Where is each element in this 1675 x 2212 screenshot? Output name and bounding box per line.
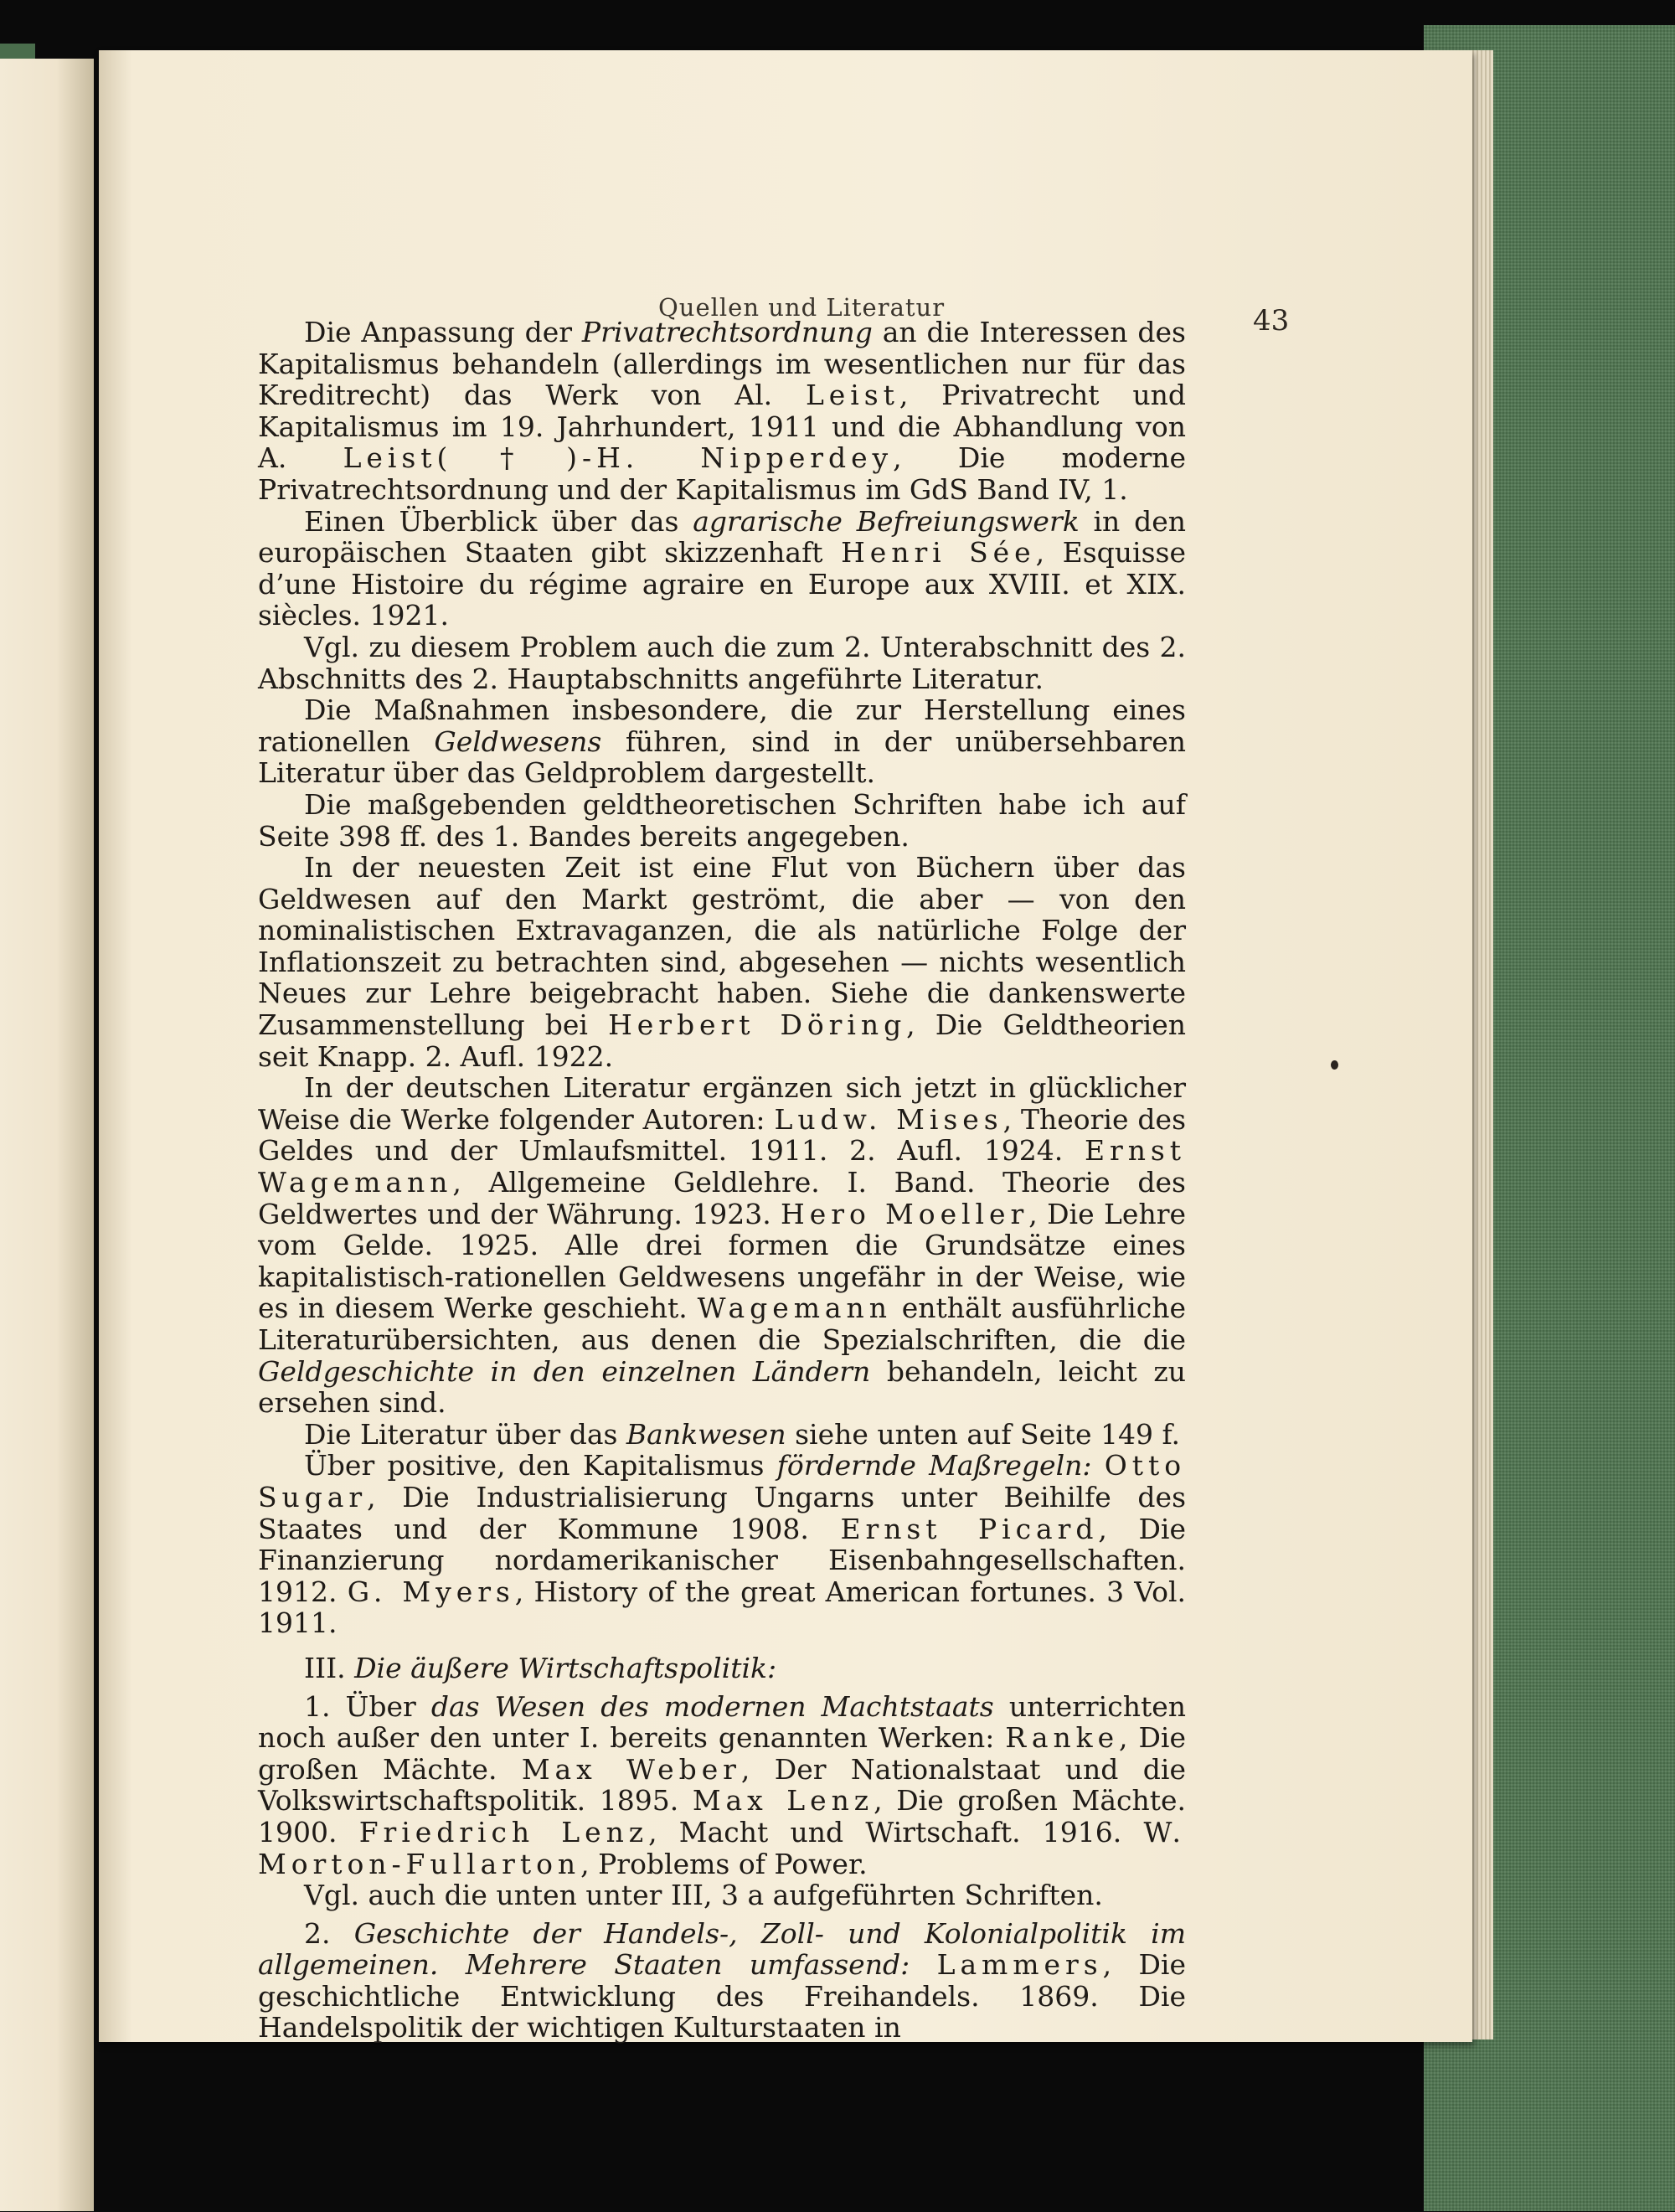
author-name: Leist(†)-H. Nipperdey — [343, 441, 894, 475]
text-run: führen, sind in der unübersehbaren Literatur über das Geldproblem dargestellt. — [258, 724, 1187, 790]
text-run: Die Maßnahmen insbesondere, die zur Herstellung eines rationellen — [258, 694, 1186, 758]
paragraph — [258, 1450, 1186, 1639]
text-run: , Der Nationalstaat und die Volkswirtschaftspolitik. 1895. — [258, 1752, 1186, 1818]
author-name: Ernst Picard — [840, 1512, 1099, 1545]
text-run: In der neuesten Zeit ist eine Flut von Büchern über das Geldwesen auf den Markt geströmt, die aber — von den nominalistischen Extravaganzen, die als natürliche Folge der Inflationszeit zu betrachten sind, abgesehen — nichts wesentlich Neues zur Lehre beigebracht haben. Siehe die dankenswerte Zusammenstellung bei — [258, 851, 1186, 1042]
paragraph — [258, 1691, 1186, 1880]
paragraph — [258, 1918, 1186, 2044]
italic-term: das Wesen des modernen Machtstaats — [430, 1689, 994, 1723]
text-run: , Privatrecht und Kapitalismus im 19. Jahrhundert, 1911 und die Abhandlung von A. — [258, 379, 1186, 475]
text-run: , History of the great American fortunes. 3 Vol. 1911. — [258, 1575, 1187, 1640]
text-run: Einen Überblick über das — [304, 504, 693, 538]
author-name: W. Morton-Fullarton — [258, 1815, 1186, 1880]
paragraph — [258, 789, 1186, 852]
text-run: In der deutschen Literatur ergänzen sich jetzt in glücklicher Weise die Werke folgender Autoren: — [258, 1071, 1186, 1136]
text-run: behandeln, leicht zu ersehen sind. — [258, 1354, 1187, 1420]
author-name: Leist — [805, 379, 899, 412]
paragraph — [258, 852, 1186, 1072]
text-run: , Die Lehre vom Gelde. 1925. Alle drei formen die Grundsätze eines kapitalistisch-rationellen Geldwesens ungefähr in der Weise, wie es in diesem Werke geschieht. — [258, 1197, 1186, 1325]
text-run: unterrichten noch außer den unter I. bereits genannten Werken: — [258, 1689, 1186, 1755]
running-title: Quellen und Literatur — [658, 293, 946, 322]
text-run: Die maßgebenden geldtheoretischen Schriften habe ich auf Seite 398 ff. des 1. Bandes bereits angegeben. — [258, 787, 1186, 853]
text-run: , Die Geldtheorien seit Knapp. 2. Aufl. 1922. — [258, 1008, 1186, 1073]
author-name: Otto Sugar — [258, 1449, 1187, 1513]
author-name: Henri Sée — [841, 536, 1036, 570]
text-run: in den europäischen Staaten gibt skizzenhaft — [258, 504, 1186, 570]
text-run: , Die moderne Privatrechtsordnung und der Kapitalismus im GdS Band IV, 1. — [258, 441, 1187, 506]
text-run: , Die geschichtliche Entwicklung des Freihandels. 1869. Die Handelspolitik der wichtigen Kulturstaaten in — [258, 1948, 1186, 2044]
author-name: Lammers — [936, 1948, 1103, 1982]
paragraph — [258, 1072, 1186, 1419]
text-run: , Macht und Wirtschaft. 1916. — [648, 1815, 1144, 1848]
author-name: Friedrich Lenz — [358, 1815, 649, 1848]
text-run: , Theorie des Geldes und der Umlaufsmittel. 1911. 2. Aufl. 1924. — [258, 1102, 1186, 1168]
italic-term: Bankwesen — [626, 1417, 786, 1451]
previous-page-edge — [0, 59, 94, 2211]
italic-term: agrarische Befreiungswerk — [693, 504, 1080, 538]
author-name: Ranke — [1005, 1721, 1120, 1755]
text-run: Die Literatur über das — [304, 1417, 626, 1451]
italic-term: Geldgeschichte in den einzelnen Ländern — [258, 1354, 871, 1388]
text-run: , Allgemeine Geldlehre. I. Band. Theorie des Geldwertes und der Währung. 1923. — [258, 1166, 1186, 1230]
italic-term: Die äußere Wirtschaftspolitik: — [354, 1651, 777, 1684]
text-run: Über positive, den Kapitalismus — [304, 1449, 777, 1482]
paragraph — [258, 506, 1186, 632]
italic-term: Geldwesens — [434, 724, 602, 758]
paragraph — [258, 1879, 1186, 1911]
text-run: 2. — [304, 1916, 354, 1950]
text-run: Die Anpassung der — [304, 316, 582, 348]
text-run: 1. Über — [304, 1689, 431, 1723]
author-name: Hero Moeller — [781, 1197, 1029, 1230]
author-name: Wagemann — [697, 1292, 892, 1325]
section-heading — [258, 1653, 1186, 1684]
author-name: Max Weber — [521, 1752, 741, 1786]
text-run: siehe unten auf Seite 149 f. — [786, 1417, 1181, 1451]
page-number: 43 — [1253, 304, 1290, 338]
italic-term: Geschichte der Handels-, Zoll- und Kolonialpolitik im allgemeinen. Mehrere Staaten umfassend: — [258, 1916, 1186, 1982]
italic-term: fördernde Maßregeln: — [776, 1449, 1092, 1482]
author-name: G. Myers — [347, 1575, 515, 1608]
paragraph — [258, 317, 1186, 506]
paragraph — [258, 632, 1186, 694]
text-run — [1092, 1449, 1105, 1482]
body-text — [258, 317, 1186, 2044]
author-name: Herbert Döring — [608, 1008, 907, 1042]
text-run: , Die großen Mächte. — [258, 1721, 1186, 1786]
paragraph — [258, 694, 1186, 789]
author-name: Max Lenz — [692, 1784, 874, 1818]
text-run: enthält ausführliche Literaturübersichten, aus denen die Spezialschriften, die die — [258, 1292, 1186, 1356]
text-run: , Die großen Mächte. 1900. — [258, 1784, 1187, 1848]
text-run: , Die Finanzierung nordamerikanischer Eisenbahngesellschaften. 1912. — [258, 1512, 1186, 1608]
author-name: Ludw. Mises — [774, 1102, 1003, 1136]
italic-term: Privatrechtsordnung — [581, 316, 873, 348]
text-run: , Esquisse d’une Histoire du régime agraire en Europe aux XVIII. et XIX. siècles. 1921. — [258, 536, 1186, 632]
text-run: Vgl. auch die unten unter III, 3 a aufgeführten Schriften. — [304, 1879, 1103, 1912]
text-run — [910, 1948, 936, 1981]
margin-dot — [1331, 1060, 1338, 1070]
text-run: an die Interessen des Kapitalismus behandeln (allerdings im wesentlichen nur für das Kreditrecht) das Werk von Al. — [258, 316, 1186, 412]
text-run: III. — [304, 1651, 355, 1684]
text-run: , Problems of Power. — [580, 1847, 868, 1880]
text-run: Vgl. zu diesem Problem auch die zum 2. Unterabschnitt des 2. Abschnitts des 2. Hauptabschnitts angeführte Literatur. — [258, 630, 1186, 695]
author-name: Ernst Wagemann — [258, 1134, 1186, 1199]
text-run: , Die Industrialisierung Ungarns unter Beihilfe des Staates und der Kommune 1908. — [258, 1480, 1186, 1545]
paragraph — [258, 1419, 1186, 1451]
